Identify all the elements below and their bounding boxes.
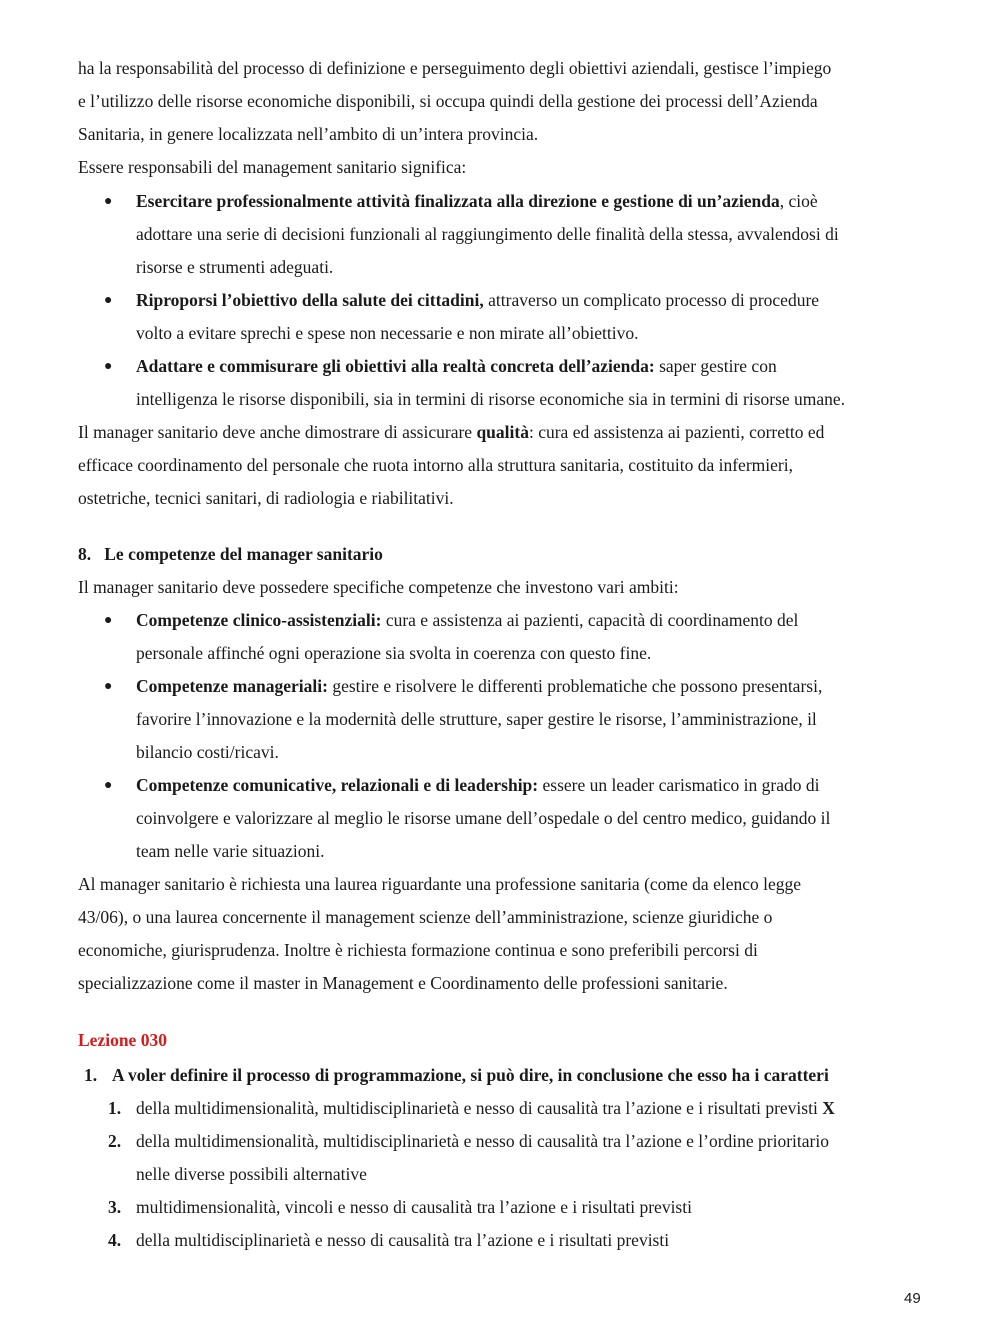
quality-line: Il manager sanitario deve anche dimostrare di assicurare qualità: cura ed assistenza ai pazienti, corretto ed bbox=[78, 422, 825, 442]
bullet-icon: ● bbox=[104, 194, 113, 209]
bullet-icon: ● bbox=[104, 778, 113, 793]
lesson-title: Lezione 030 bbox=[78, 1030, 167, 1050]
page-number: 49 bbox=[904, 1290, 921, 1307]
document-page: ha la responsabilità del processo di definizione e perseguimento degli obiettivi aziendali, gestisce l’impiego e l’utilizzo delle risorse economiche disponibili, si occupa quindi della gestione dei processi dell’Azienda Sanitaria, in genere localizzata nell’ambito di un’intera provincia. Essere responsabili del management sanitario significa: ● Esercitare professionalmente attività finalizzata alla direzione e gestione di un’azienda, cioè adottare una serie di decisioni funzionali al raggiungimento delle finalità della stessa, avvalendosi di risorse e strumenti adeguati. ● Riproporsi l’obiettivo della salute dei cittadini, attraverso un complicato processo di procedure volto a evitare sprechi e spese non necessarie e non mirate all’obiettivo. ● Adattare e commisurare gli obiettivi alla realtà concreta dell’azienda: saper gestire con intelligenza le risorse disponibili, sia in termini di risorse economiche sia in termini di risorse umane. Il manager sanitario deve anche dimostrare di assicurare qualità: cura ed assistenza ai pazienti, corretto ed efficace coordinamento del personale che ruota intorno alla struttura sanitaria, costituito da infermieri, ostetriche, tecnici sanitari, di radiologia e riabilitativi. 8. Le competenze del manager sanitario Il manager sanitario deve possedere specifiche competenze che investono vari ambiti: ● Competenze clinico-assistenziali: cura e assistenza ai pazienti, capacità di coordinamento del personale affinché ogni operazione sia svolta in coerenza con questo fine. ● Competenze manageriali: gestire e risolvere le differenti problematiche che possono presentarsi, favorire l’innovazione e la modernità delle strutture, saper gestire le risorse, l’amministrazione, il bilancio costi/ricavi. ● Competenze comunicative, relazionali e di leadership: essere un leader carismatico in grado di coinvolgere e valorizzare al meglio le risorse umane dell’ospedale o del centro medico, guidando il team nelle varie situazioni. Al manager sanitario è richiesta una laurea riguardante una professione sanitaria (come da elenco legge 43/06), o una laurea concernente il management scienze dell’amministrazione, scienze giuridiche o economiche, giurisprudenza. Inoltre è richiesta formazione continua e sono preferibili percorsi di specializzazione come il master in Management e Coordinamento delle professioni sanitarie. Lezione 030 1. A voler definire il processo di programmazione, si può dire, in conclusione che esso ha i caratteri 1. della multidimensionalità, multidisciplinarietà e nesso di causalità tra l’azione e i risultati previsti X 2. della multidimensionalità, multidisciplinarietà e nesso di causalità tra l’azione e l’ordine prioritario nelle diverse possibili alternative 3. multidimensionalità, vincoli e nesso di causalità tra l’azione e i risultati previsti 4. della multidisciplinarietà e nesso di causalità tra l’azione e i risultati previsti 49 bbox=[0, 0, 1000, 1333]
laurea-line: specializzazione come il master in Management e Coordinamento delle professioni sanitarie. bbox=[78, 973, 728, 993]
intro-line: Essere responsabili del management sanitario significa: bbox=[78, 157, 467, 177]
question: 1. A voler definire il processo di programmazione, si può dire, in conclusione che esso ha i caratteri bbox=[84, 1065, 829, 1085]
laurea-line: Al manager sanitario è richiesta una laurea riguardante una professione sanitaria (come da elenco legge bbox=[78, 874, 802, 894]
list-item-cont: personale affinché ogni operazione sia svolta in coerenza con questo fine. bbox=[136, 643, 652, 663]
list-item: Competenze clinico-assistenziali: cura e assistenza ai pazienti, capacità di coordinamento del bbox=[136, 610, 799, 630]
correct-mark: X bbox=[822, 1098, 835, 1118]
list-item-cont: team nelle varie situazioni. bbox=[136, 841, 325, 861]
list-item-cont: risorse e strumenti adeguati. bbox=[136, 257, 334, 277]
intro-line: Sanitaria, in genere localizzata nell’ambito di un’intera provincia. bbox=[78, 124, 539, 144]
list-item: Adattare e commisurare gli obiettivi alla realtà concreta dell’azienda: saper gestire con bbox=[136, 356, 777, 376]
answer-option: 2. della multidimensionalità, multidisciplinarietà e nesso di causalità tra l’azione e l’ordine prioritario bbox=[108, 1131, 829, 1151]
list-item-cont: favorire l’innovazione e la modernità delle strutture, saper gestire le risorse, l’amministrazione, il bbox=[136, 709, 817, 729]
list-item-cont: bilancio costi/ricavi. bbox=[136, 742, 279, 762]
list-item-cont: adottare una serie di decisioni funzionali al raggiungimento delle finalità della stessa, avvalendosi di bbox=[136, 224, 839, 244]
list-item: Riproporsi l’obiettivo della salute dei cittadini, attraverso un complicato processo di procedure bbox=[136, 290, 820, 310]
list-item: Esercitare professionalmente attività finalizzata alla direzione e gestione di un’azienda, cioè bbox=[136, 191, 818, 211]
bullet-icon: ● bbox=[104, 679, 113, 694]
section-heading: 8. Le competenze del manager sanitario bbox=[78, 544, 383, 564]
section-intro: Il manager sanitario deve possedere specifiche competenze che investono vari ambiti: bbox=[78, 577, 679, 597]
bullet-icon: ● bbox=[104, 293, 113, 308]
list-item: Competenze manageriali: gestire e risolvere le differenti problematiche che possono presentarsi, bbox=[136, 676, 823, 696]
answer-option: 4. della multidisciplinarietà e nesso di causalità tra l’azione e i risultati previsti bbox=[108, 1230, 670, 1250]
answer-option: 1. della multidimensionalità, multidisciplinarietà e nesso di causalità tra l’azione e i risultati previsti X bbox=[108, 1098, 835, 1118]
quality-line: efficace coordinamento del personale che ruota intorno alla struttura sanitaria, costituito da infermieri, bbox=[78, 455, 793, 475]
answer-option: 3. multidimensionalità, vincoli e nesso di causalità tra l’azione e i risultati previsti bbox=[108, 1197, 692, 1217]
intro-line: e l’utilizzo delle risorse economiche disponibili, si occupa quindi della gestione dei processi dell’Azienda bbox=[78, 91, 818, 111]
list-item-cont: intelligenza le risorse disponibili, sia in termini di risorse economiche sia in termini di risorse umane. bbox=[136, 389, 846, 409]
list-item-cont: coinvolgere e valorizzare al meglio le risorse umane dell’ospedale o del centro medico, guidando il bbox=[136, 808, 831, 828]
bullet-icon: ● bbox=[104, 359, 113, 374]
quality-line: ostetriche, tecnici sanitari, di radiologia e riabilitativi. bbox=[78, 488, 454, 508]
intro-line: ha la responsabilità del processo di definizione e perseguimento degli obiettivi aziendali, gestisce l’impiego bbox=[78, 58, 832, 78]
bullet-icon: ● bbox=[104, 613, 113, 628]
laurea-line: 43/06), o una laurea concernente il management scienze dell’amministrazione, scienze giuridiche o bbox=[78, 907, 773, 927]
laurea-line: economiche, giurisprudenza. Inoltre è richiesta formazione continua e sono preferibili percorsi di bbox=[78, 940, 758, 960]
list-item: Competenze comunicative, relazionali e di leadership: essere un leader carismatico in grado di bbox=[136, 775, 820, 795]
list-item-cont: volto a evitare sprechi e spese non necessarie e non mirate all’obiettivo. bbox=[136, 323, 639, 343]
